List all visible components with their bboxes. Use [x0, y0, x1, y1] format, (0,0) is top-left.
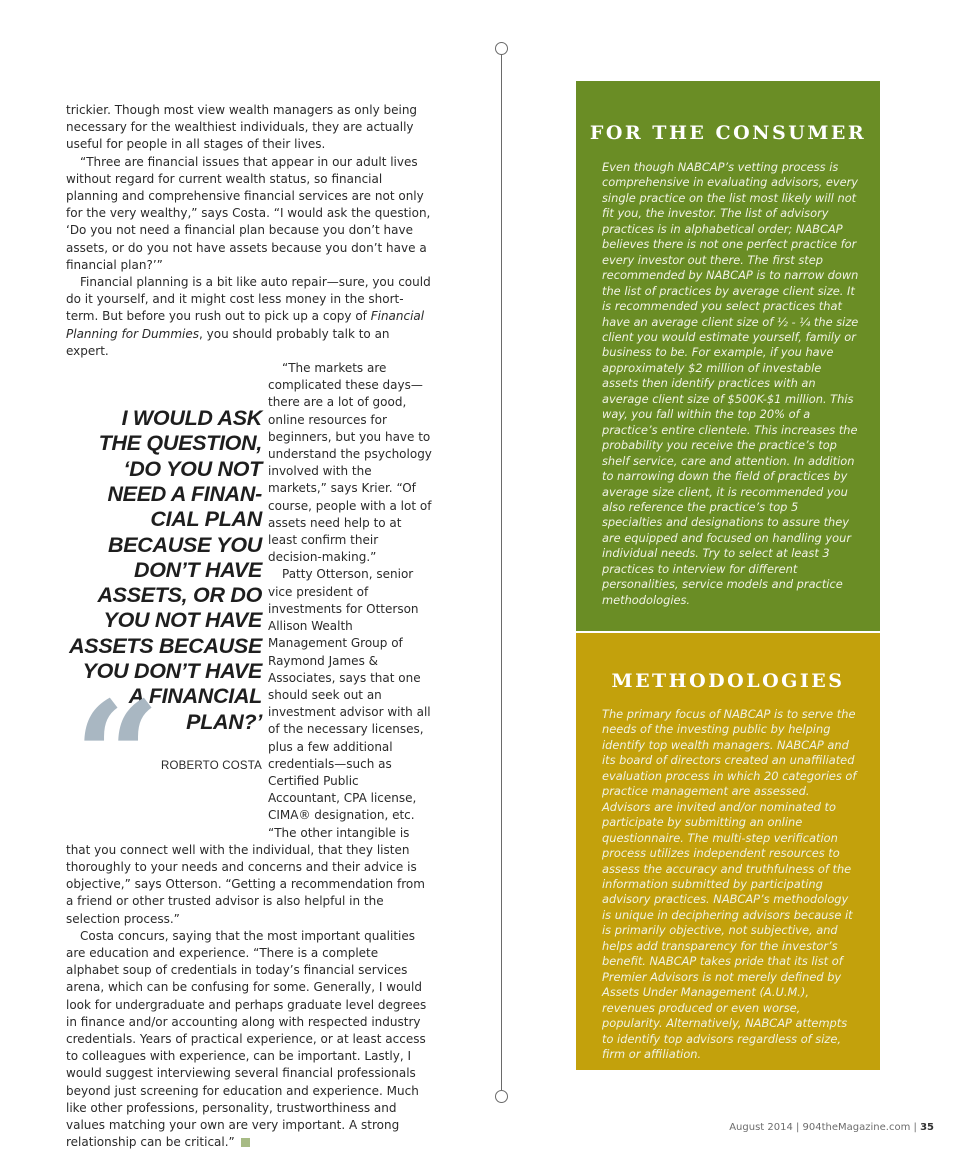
sidebar-methodologies-title: METHODOLOGIES: [611, 671, 845, 691]
footer-text: August 2014 | 904theMagazine.com |: [729, 1122, 917, 1133]
article-paragraph-3-text-b: , you should probably talk to an expert.: [66, 326, 390, 358]
article-paragraph-6-text: Costa concurs, saying that the most important qualities are education and experience. “There is a complete alphabet soup of credentials in today’s financial services arena, which can be confusing for some. Generally, I would look for undergraduate and perhaps graduate level degrees in finance and/or accounting along with respected industry credentials. Years of practical experience, or at least access to colleagues with experience, can be important. Lastly, I would suggest interviewing several financial professionals beyond just screening for education and experience. Much like other professions, personality, trustworthiness and values matching your own are very important. A strong relationship can be critical.”: [66, 928, 427, 1150]
column-divider: [501, 54, 502, 1090]
sidebar-consumer-box: [576, 81, 880, 631]
quote-mark-icon: “: [74, 669, 161, 846]
float-wrap: [66, 360, 432, 928]
sidebar-methodologies-body: The primary focus of NABCAP is to serve the needs of the investing public by helping identify top wealth managers. NABCAP and its board of directors created an unaffiliated evaluation process in which 20 categories of practice management are assessed. Advisors are invited and/or nominated to participate by submitting an online questionnaire. The multi-step verification process utilizes independent resources to assess the accuracy and truthfulness of the information submitted by participating advisory practices. NABCAP’s methodology is unique in deciphering advisors because it is primarily objective, not subjective, and helps add transparency for the investor’s benefit. NABCAP takes pride that its list of Premier Advisors is not merely defined by Assets Under Management (A.U.M.), revenues produced or even worse, popularity. Alternatively, NABCAP attempts to identify top advisors regardless of size, firm or affiliation.: [602, 707, 857, 1061]
article-paragraph-2: “Three are financial issues that appear in our adult lives without regard for current wealth status, so financial planning and comprehensive financial services are not only for the very wealthy,” says Costa. “I would ask the question, ‘Do you not need a financial plan because you don’t have assets, or do you not have assets because you don’t have a financial plan?’”: [66, 154, 431, 272]
sidebar-consumer-title: FOR THE CONSUMER: [589, 123, 867, 143]
article-body: [66, 102, 432, 1151]
end-mark-icon: [241, 1138, 250, 1147]
pull-quote-byline: ROBERTO COSTA: [160, 760, 262, 773]
article-paragraph-4-text: “The markets are complicated these days—there are a lot of good, online resources for beginners, but you have to understand the psychology involved with the markets,” says Krier. “Of course, people with a lot of assets need help to at least confirm their decision-making.”: [268, 361, 432, 565]
divider-bottom-circle-icon: [495, 1090, 508, 1103]
sidebar-methodologies-box: [576, 633, 880, 1070]
page-footer: [729, 1122, 934, 1133]
article-paragraph-1: trickier. Though most view wealth managers as only being necessary for the wealthiest individuals, they are actually useful for people in all stages of their lives.: [66, 103, 418, 152]
article-paragraph-5: Patty Otterson, senior vice president of investments for Otterson Allison Wealth Management Group of Raymond James & Associates, says that one should seek out an investment advisor with all of the necessary licenses, plus a few additional credentials—such as Certified Public Accountant, CPA license, CIMA® designation, etc. “The other intangible is that you connect well with the individual, that they listen thoroughly to your needs and concerns and their advice is objective,” says Otterson. “Getting a recommendation from a friend or other trusted advisor is also helpful in the selection process.”: [66, 567, 431, 926]
article-paragraph-6: [66, 928, 432, 1152]
book-title: Financial Planning for Dummies: [66, 309, 425, 341]
article-paragraph-3-text-a: Financial planning is a bit like auto repair—sure, you could do it yourself, and it might cost less money in the short-term. But before you rush out to pick up a copy of: [66, 275, 431, 324]
pull-quote-text: I WOULD ASK THE QUESTION, ‘DO YOU NOT NEED A FINAN-CIAL PLAN BECAUSE YOU DON’T HAVE ASSETS, OR DO YOU NOT HAVE ASSETS BECAUSE YOU DON’T HAVE A FINANCIAL PLAN?’: [69, 406, 262, 734]
article-paragraph-3: [66, 274, 432, 360]
pull-quote-block: [66, 360, 262, 846]
page-number: 35: [920, 1122, 934, 1133]
divider-top-circle-icon: [495, 42, 508, 55]
sidebar-consumer-body: Even though NABCAP’s vetting process is comprehensive in evaluating advisors, every single practice on the list most likely will not fit you, the investor. The list of advisory practices is in alphabetical order; NABCAP believes there is not one perfect practice for every investor out there. The first step recommended by NABCAP is to narrow down the list of practices by average client size. It is recommended you select practices that have an average client size of ½ - ¼ the size client you would estimate yourself, family or business to be. For example, if you have approximately $2 million of investable assets then identify practices with an average client size of $500K-$1 million. This way, you fall within the top 20% of a practice’s entire clientele. This increases the probability you receive the practice’s top shelf service, care and attention. In addition to narrowing down the field of practices by average size client, it is recommended you also reference the practice’s top 5 specialties and designations to assure they are equipped and focused on handling your individual needs. Try to select at least 3 practices to interview for different personalities, service models and practice methodologies.: [602, 160, 859, 607]
